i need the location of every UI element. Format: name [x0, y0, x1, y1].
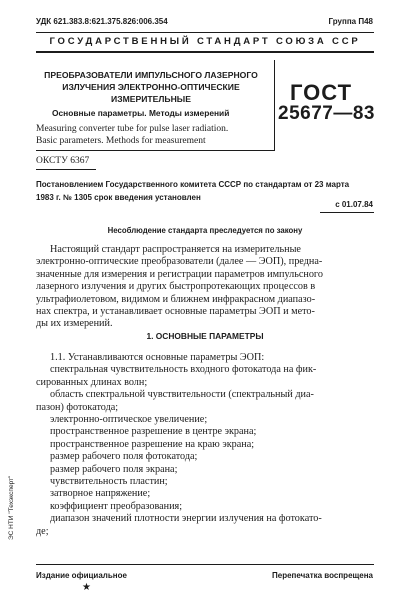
section-line: область спектральной чувствительности (спектральный диа-	[50, 389, 314, 401]
intro-line: Настоящий стандарт распространяется на измерительные	[50, 244, 301, 255]
section-heading: 1. ОСНОВНЫЕ ПАРАМЕТРЫ	[146, 331, 264, 341]
group-code: Группа П48	[328, 17, 373, 26]
intro-line: ды их измерений.	[36, 318, 113, 330]
section-line: затворное напряжение;	[50, 488, 151, 500]
udk-code: УДК 621.383.8:621.375.826:006.354	[36, 17, 168, 26]
intro-line: ультрафиолетовом, видимом и ближнем инфракрасном диапазо-	[36, 293, 316, 305]
decree-line: 1983 г. № 1305 срок введения установлен	[36, 193, 201, 202]
section-line: коэффициент преобразования;	[50, 500, 183, 512]
section-line: сированных длинах волн;	[36, 376, 148, 388]
section-line: де;	[36, 525, 49, 537]
intro-line: электронно-оптические преобразователи (далее — ЭОП), предна-	[36, 256, 323, 268]
title-line: ИЗЛУЧЕНИЯ ЭЛЕКТРОННО-ОПТИЧЕСКИЕ	[62, 82, 240, 92]
effective-date: с 01.07.84	[335, 200, 373, 209]
english-title-line: Basic parameters. Methods for measurement	[36, 136, 206, 146]
decree-line: Постановлением Государственного комитета СССР по стандартам от 23 марта	[36, 180, 350, 189]
section-line: размер рабочего поля фотокатода;	[50, 451, 198, 463]
intro-paragraph	[36, 244, 374, 331]
title-line: ПРЕОБРАЗОВАТЕЛИ ИМПУЛЬСНОГО ЛАЗЕРНОГО	[44, 70, 258, 80]
title-block-rule-left	[36, 150, 274, 151]
english-title	[36, 123, 286, 147]
section-line: спектральная чувствительность входного фотокатода на фик-	[50, 364, 317, 376]
english-title-line: Measuring converter tube for pulse laser radiation.	[36, 124, 229, 134]
star-icon: ★	[82, 582, 91, 593]
section-line: размер рабочего поля экрана;	[50, 463, 178, 475]
section-line: электронно-оптическое увеличение;	[50, 414, 208, 426]
intro-line: значенные для измерения и регистрации параметров импульсного	[36, 268, 323, 280]
effective-date-underline	[320, 212, 374, 213]
footer-rule	[36, 564, 374, 565]
side-stamp: ЭС НТИ "Техэксперт"	[8, 475, 15, 540]
okstu-underline	[36, 169, 96, 170]
penalty-notice: Несоблюдение стандарта преследуется по закону	[107, 226, 303, 235]
decree-text	[36, 178, 374, 204]
gost-number: 25677—83	[278, 103, 375, 124]
document-title	[36, 69, 266, 105]
document-subtitle: Основные параметры. Методы измерений	[52, 108, 230, 118]
title-line: ИЗМЕРИТЕЛЬНЫЕ	[111, 94, 191, 104]
section-line: пространственное разрешение на краю экрана;	[50, 438, 255, 450]
section-line: 1.1. Устанавливаются основные параметры ЭОП:	[50, 352, 265, 363]
reprint-prohibited-label: Перепечатка воспрещена	[272, 571, 373, 580]
intro-line: лазерного излучения и других быстропротекающих процессов в	[36, 281, 316, 293]
section-line: чувствительность пластин;	[50, 476, 168, 488]
intro-line: нах спектра, и устанавливает основные параметры ЭОП и мето-	[36, 306, 315, 318]
okstu-code: ОКСТУ 6367	[36, 156, 90, 166]
header-rule-top	[36, 32, 374, 33]
section-1-content	[36, 352, 374, 538]
section-line: пазон) фотокатода;	[36, 401, 119, 413]
state-standard-heading: ГОСУДАРСТВЕННЫЙ СТАНДАРТ СОЮЗА ССР	[49, 36, 361, 47]
gost-label: ГОСТ	[290, 80, 353, 105]
section-line: пространственное разрешение в центре экрана;	[50, 426, 257, 438]
official-edition-label: Издание официальное	[36, 571, 127, 580]
title-block-rule-vertical	[274, 60, 275, 151]
header-rule-bottom	[36, 51, 374, 53]
section-line: диапазон значений плотности энергии излучения на фотокато-	[50, 513, 322, 525]
